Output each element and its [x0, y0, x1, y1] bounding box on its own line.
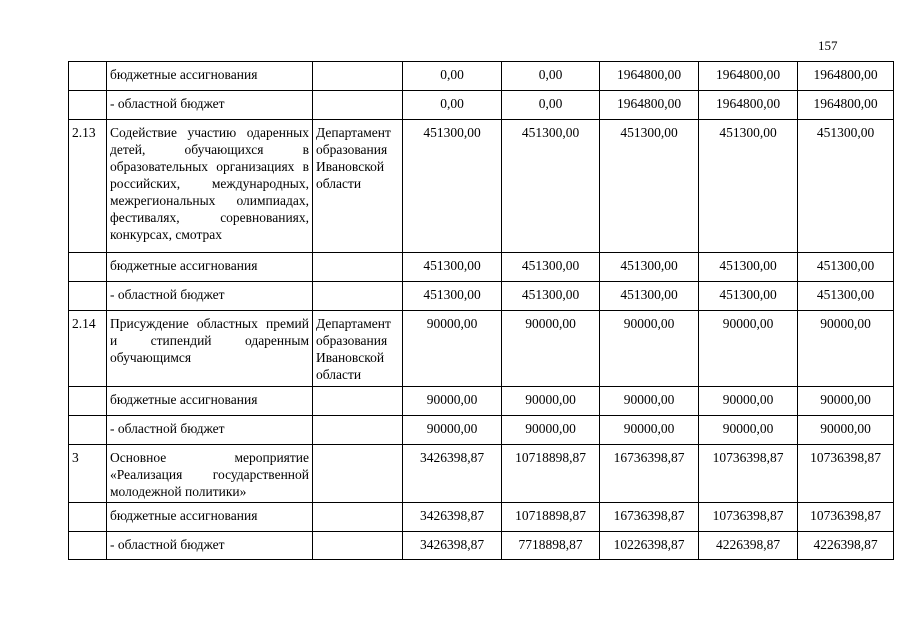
row-name-cell: Основное мероприятие «Реализация государственной молодежной политики»	[107, 445, 313, 503]
row-executor-cell: Департамент образования Ивановской области	[313, 311, 403, 387]
row-executor-cell	[313, 62, 403, 91]
row-index-cell	[69, 503, 107, 532]
row-index-cell	[69, 62, 107, 91]
row-value-cell: 10718898,87	[502, 503, 600, 532]
row-value-cell: 0,00	[502, 91, 600, 120]
row-value-cell: 10226398,87	[600, 532, 699, 560]
row-value-cell: 90000,00	[699, 311, 798, 387]
row-value-cell: 1964800,00	[600, 91, 699, 120]
row-executor-cell	[313, 282, 403, 311]
row-name-cell: бюджетные ассигнования	[107, 62, 313, 91]
table-row	[69, 62, 894, 91]
row-value-cell: 451300,00	[600, 120, 699, 253]
row-value-cell: 1964800,00	[798, 91, 894, 120]
row-index-cell	[69, 91, 107, 120]
row-value-cell: 0,00	[403, 62, 502, 91]
row-value-cell: 1964800,00	[699, 62, 798, 91]
row-value-cell: 451300,00	[699, 282, 798, 311]
row-value-cell: 451300,00	[403, 120, 502, 253]
table-row	[69, 91, 894, 120]
row-name-cell: бюджетные ассигнования	[107, 503, 313, 532]
row-value-cell: 90000,00	[699, 416, 798, 445]
row-value-cell: 10736398,87	[699, 503, 798, 532]
row-name-cell: бюджетные ассигнования	[107, 253, 313, 282]
table-row	[69, 282, 894, 311]
row-value-cell: 451300,00	[403, 253, 502, 282]
row-value-cell: 0,00	[403, 91, 502, 120]
row-executor-cell	[313, 445, 403, 503]
row-value-cell: 451300,00	[502, 120, 600, 253]
row-value-cell: 90000,00	[798, 311, 894, 387]
row-value-cell: 90000,00	[699, 387, 798, 416]
row-name-cell: - областной бюджет	[107, 532, 313, 560]
row-value-cell: 90000,00	[403, 311, 502, 387]
row-name-cell: - областной бюджет	[107, 91, 313, 120]
row-value-cell: 90000,00	[502, 311, 600, 387]
row-value-cell: 10736398,87	[798, 445, 894, 503]
row-value-cell: 1964800,00	[600, 62, 699, 91]
row-executor-cell: Департамент образования Ивановской области	[313, 120, 403, 253]
row-index-cell	[69, 253, 107, 282]
row-value-cell: 10736398,87	[798, 503, 894, 532]
row-value-cell: 4226398,87	[798, 532, 894, 560]
row-name-cell: - областной бюджет	[107, 416, 313, 445]
row-index-cell: 3	[69, 445, 107, 503]
table-row	[69, 532, 894, 560]
row-value-cell: 1964800,00	[798, 62, 894, 91]
row-value-cell: 90000,00	[600, 311, 699, 387]
row-value-cell: 0,00	[502, 62, 600, 91]
row-value-cell: 451300,00	[699, 253, 798, 282]
row-index-cell: 2.13	[69, 120, 107, 253]
row-executor-cell	[313, 387, 403, 416]
row-executor-cell	[313, 416, 403, 445]
row-index-cell	[69, 387, 107, 416]
row-value-cell: 10736398,87	[699, 445, 798, 503]
row-value-cell: 10718898,87	[502, 445, 600, 503]
row-value-cell: 451300,00	[798, 120, 894, 253]
table-row	[69, 445, 894, 503]
row-value-cell: 3426398,87	[403, 532, 502, 560]
row-value-cell: 3426398,87	[403, 503, 502, 532]
row-value-cell: 451300,00	[798, 282, 894, 311]
row-value-cell: 451300,00	[502, 282, 600, 311]
row-value-cell: 451300,00	[798, 253, 894, 282]
row-value-cell: 451300,00	[699, 120, 798, 253]
row-value-cell: 1964800,00	[699, 91, 798, 120]
row-value-cell: 90000,00	[403, 387, 502, 416]
row-value-cell: 451300,00	[600, 253, 699, 282]
row-value-cell: 7718898,87	[502, 532, 600, 560]
row-value-cell: 90000,00	[798, 416, 894, 445]
budget-table	[68, 61, 894, 560]
page-number: 157	[818, 38, 838, 53]
row-name-cell: Присуждение областных премий и стипендий одаренным обучающимся	[107, 311, 313, 387]
table-row	[69, 503, 894, 532]
row-value-cell: 90000,00	[403, 416, 502, 445]
row-index-cell	[69, 532, 107, 560]
row-value-cell: 90000,00	[600, 387, 699, 416]
row-value-cell: 451300,00	[403, 282, 502, 311]
row-index-cell	[69, 282, 107, 311]
row-value-cell: 90000,00	[502, 387, 600, 416]
row-index-cell: 2.14	[69, 311, 107, 387]
row-name-cell: бюджетные ассигнования	[107, 387, 313, 416]
row-executor-cell	[313, 503, 403, 532]
row-executor-cell	[313, 532, 403, 560]
row-executor-cell	[313, 91, 403, 120]
row-value-cell: 16736398,87	[600, 503, 699, 532]
row-value-cell: 3426398,87	[403, 445, 502, 503]
row-executor-cell	[313, 253, 403, 282]
row-name-cell: - областной бюджет	[107, 282, 313, 311]
row-value-cell: 90000,00	[798, 387, 894, 416]
row-value-cell: 451300,00	[600, 282, 699, 311]
table-row	[69, 120, 894, 253]
table-row	[69, 253, 894, 282]
row-name-cell: Содействие участию одаренных детей, обучающихся в образовательных организациях в российских, международных, межрегиональных олимпиадах, фестивалях, соревнованиях, конкурсах, смотрах	[107, 120, 313, 253]
row-value-cell: 90000,00	[502, 416, 600, 445]
table-row	[69, 311, 894, 387]
table-row	[69, 387, 894, 416]
row-index-cell	[69, 416, 107, 445]
row-value-cell: 4226398,87	[699, 532, 798, 560]
row-value-cell: 16736398,87	[600, 445, 699, 503]
row-value-cell: 90000,00	[600, 416, 699, 445]
row-value-cell: 451300,00	[502, 253, 600, 282]
table-row	[69, 416, 894, 445]
